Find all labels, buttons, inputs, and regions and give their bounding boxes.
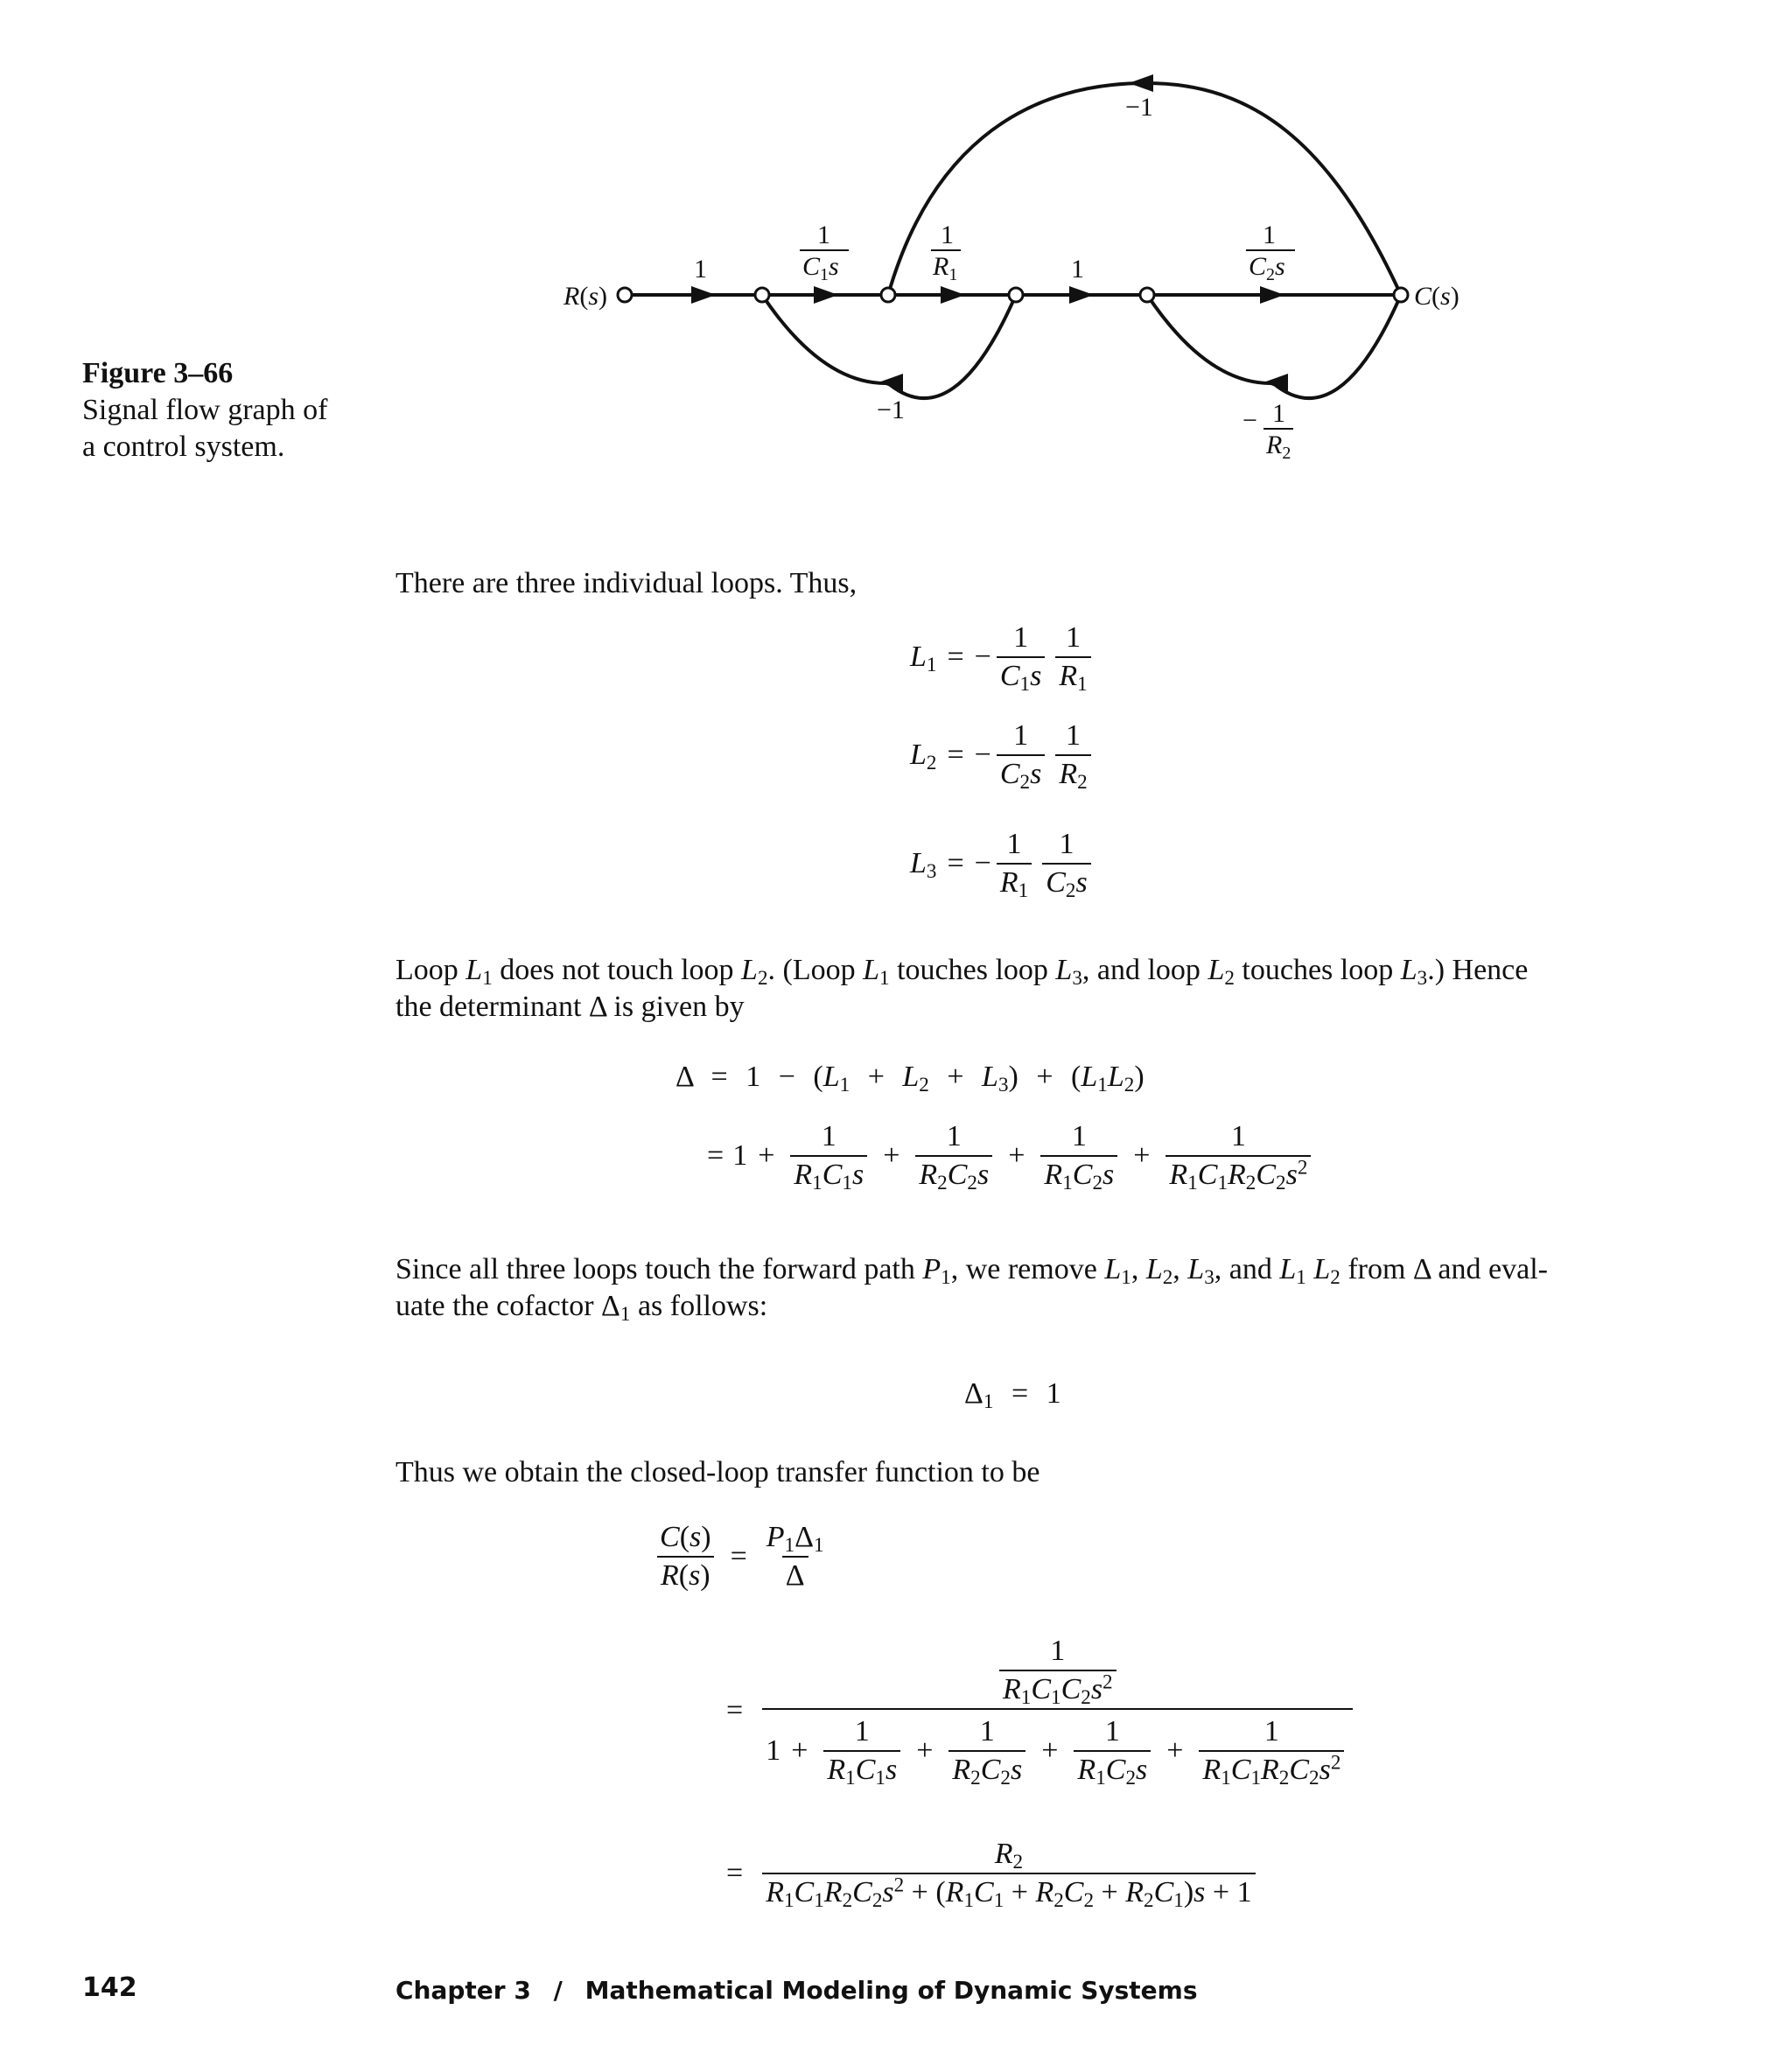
- gain-minus-1-lower: −1: [877, 396, 905, 424]
- equation-delta-1: $\Delta_1 = 1$: [964, 1377, 1061, 1413]
- figure-caption-line-1: Signal flow graph of: [82, 394, 328, 426]
- svg-text:R2: $R_2$: [1266, 431, 1292, 463]
- arrow-c1s: [814, 286, 838, 304]
- svg-text:−: −: [1242, 406, 1257, 435]
- paragraph-forward-path: [396, 1251, 1548, 1325]
- node-1: [755, 288, 769, 302]
- svg-text:1: 1: [1263, 221, 1276, 249]
- page-number: 142: [82, 1972, 137, 2003]
- gain-minus-1-over-R2: [1242, 399, 1293, 463]
- equation-tf-line-2: = $\frac{1}{R_1C_1C_2s^2}$ 1 + $\frac{1}{R_1C_1s}$ + $\frac{1}{R_2C_2s}$ + $\frac{1}{R_1C_2s}$ + $\frac{1}{R_1C_1R_2C_2s^2}$: [726, 1636, 1358, 1785]
- svg-text:1: 1: [1272, 399, 1285, 428]
- arrow-r2-loop: [1264, 374, 1288, 391]
- arrow-r1: [941, 286, 965, 304]
- gain-1-over-C2s: [1246, 221, 1295, 284]
- equation-L2: $L_2$ = − $\frac{1}{C_2s}$ $\frac{1}{R_2}$: [910, 721, 1096, 789]
- svg-text:C1s: $C_1s$: [802, 252, 839, 284]
- equation-L1: $L_1$ = − $\frac{1}{C_1s}$ $\frac{1}{R_1}$: [910, 623, 1096, 691]
- figure-caption-line-2: a control system.: [82, 431, 285, 463]
- equation-delta-line-2: = 1 + $\frac{1}{R_1C_1s}$ + $\frac{1}{R_2C_2s}$ + $\frac{1}{R_1C_2s}$ + $\frac{1}{R_1C_1R_2C_2s^2}$: [707, 1122, 1316, 1190]
- arrow-upper-loop: [1129, 74, 1153, 92]
- equation-tf-line-1: $\frac{C(s)}{R(s)}$ = $\frac{P_1\Delta_1}{\Delta}$: [651, 1523, 833, 1591]
- signal-flow-graph: [0, 0, 1792, 490]
- equation-tf-line-3: = $\frac{R_2}{R_1C_1R_2C_2s^2 + (R_1C_1 + R_2C_2 + R_2C_1)s + 1}$: [726, 1839, 1261, 1908]
- svg-text:R1: $R_1$: [933, 252, 958, 284]
- equation-L3: $L_3$ = − $\frac{1}{R_1}$ $\frac{1}{C_2s}$: [910, 830, 1096, 898]
- paragraph-forward-path-line-2: uate the cofactor $\Delta_1$ as follows:: [396, 1290, 768, 1326]
- arrow-input: [691, 286, 716, 304]
- arrow-unity: [1069, 286, 1094, 304]
- equation-delta-line-1: $\Delta = 1 - (L_1 + L_2 + L_3) + (L_1L_2)$: [676, 1061, 1144, 1096]
- paragraph-forward-path-line-1: Since all three loops touch the forward path $P_1$, we remove $L_1$, $L_2$, $L_3$, and $L_1$ $L_2$ from Δ and eval-: [396, 1253, 1548, 1289]
- paragraph-loop-touching-line-1: Loop $L_1$ does not touch loop $L_2$. (Loop $L_1$ touches loop $L_3$, and loop $L_2$ touches loop $L_3$.) Hence: [396, 954, 1529, 990]
- svg-text:C2s: $C_2s$: [1249, 252, 1285, 284]
- paragraph-closed-loop: Thus we obtain the closed-loop transfer function to be: [396, 1456, 1040, 1488]
- node-input: [618, 288, 632, 302]
- arrow-lower-loop: [878, 374, 903, 391]
- node-4: [1140, 288, 1154, 302]
- paragraph-loop-touching: [396, 952, 1528, 1026]
- label-output: C(s): [1414, 282, 1460, 311]
- svg-text:1: 1: [941, 221, 954, 249]
- figure-label: Figure 3–66: [82, 357, 234, 389]
- paragraph-loop-touching-line-2: the determinant Δ is given by: [396, 991, 745, 1023]
- paragraph-three-loops: There are three individual loops. Thus,: [396, 567, 858, 599]
- running-footer: [396, 1976, 1198, 2005]
- gain-minus-1-upper: −1: [1125, 93, 1153, 122]
- gain-1-middle: 1: [1071, 255, 1084, 284]
- footer-chapter: Chapter 3: [396, 1976, 531, 2005]
- svg-text:1: 1: [817, 221, 830, 249]
- node-output: [1394, 288, 1408, 302]
- node-3: [1009, 288, 1023, 302]
- footer-separator: /: [553, 1976, 563, 2005]
- gain-1-over-C1s: [800, 221, 849, 284]
- gain-1-forward: 1: [694, 255, 707, 284]
- arrow-c2s: [1260, 286, 1284, 304]
- node-2: [881, 288, 895, 302]
- gain-1-over-R1: [931, 221, 961, 284]
- label-input: R(s): [564, 282, 608, 311]
- footer-title: Mathematical Modeling of Dynamic Systems: [584, 1976, 1198, 2005]
